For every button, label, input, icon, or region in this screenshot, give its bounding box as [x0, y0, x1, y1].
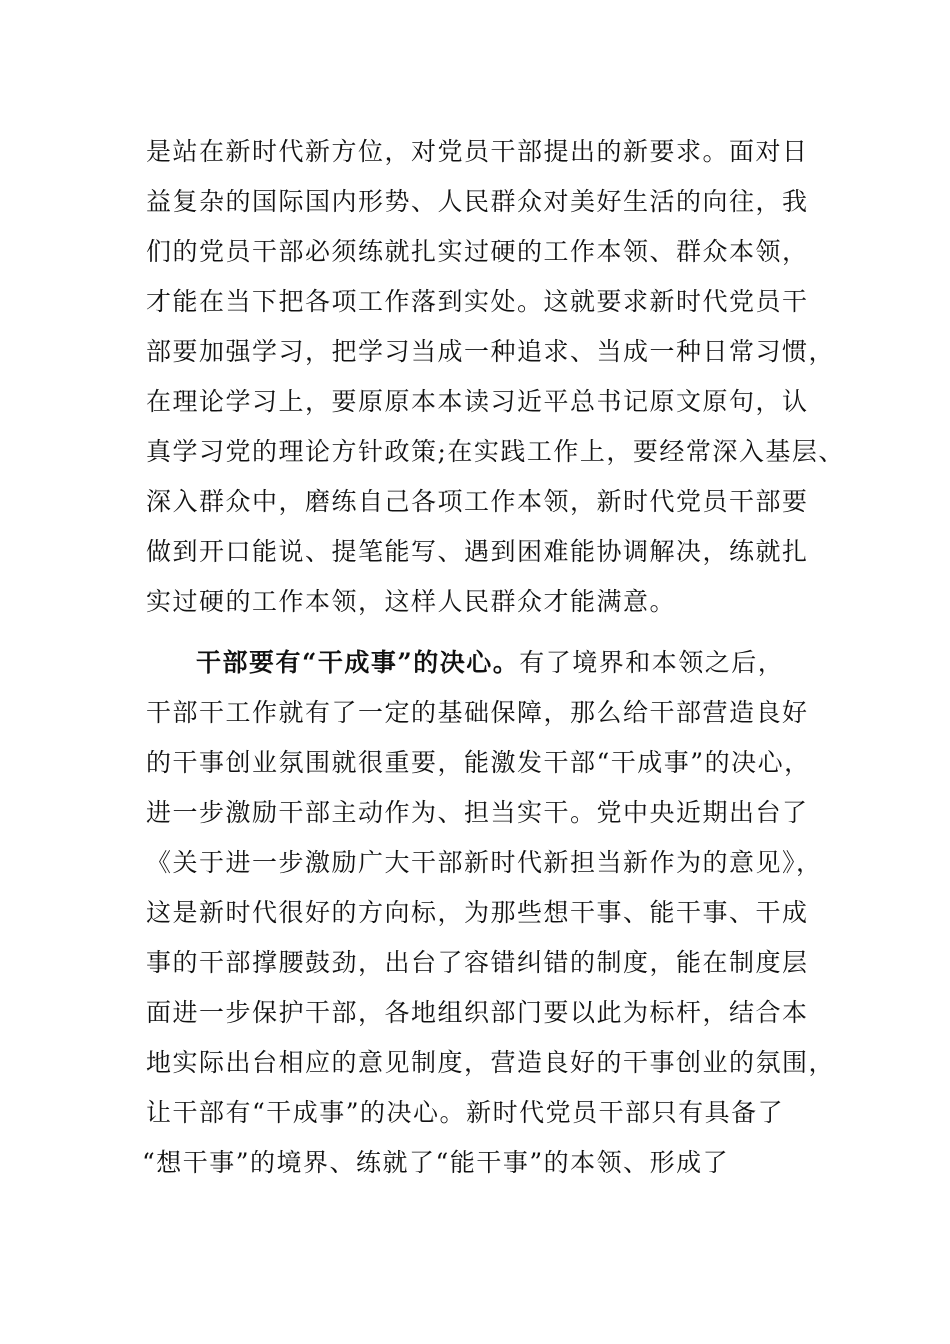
text-line: 深入群众中，磨练自己各项工作本领，新时代党员干部要 — [146, 487, 809, 516]
text-line: “想干事”的境界、练就了“能干事”的本领、形成了 — [142, 1148, 730, 1177]
text-line: 地实际出台相应的意见制度，营造良好的干事创业的氛围， — [146, 1048, 836, 1077]
text-line: 才能在当下把各项工作落到实处。这就要求新时代党员干 — [146, 287, 809, 316]
text-line: 做到开口能说、提笔能写、遇到困难能协调解决，练就扎 — [146, 537, 809, 566]
paragraph-lead-rest: 有了境界和本领之后， — [519, 648, 785, 677]
text-line: 是站在新时代新方位，对党员干部提出的新要求。面对日 — [146, 137, 809, 166]
text-line: 这是新时代很好的方向标，为那些想干事、能干事、干成 — [146, 898, 809, 927]
text-line: 们的党员干部必须练就扎实过硬的工作本领、群众本领， — [146, 237, 809, 266]
text-line: 让干部有“干成事”的决心。新时代党员干部只有具备了 — [146, 1098, 785, 1127]
paragraph-lead: 干部要有“干成事”的决心。 — [196, 648, 520, 677]
text-line: 在理论学习上，要原原本本读习近平总书记原文原句，认 — [146, 387, 809, 416]
text-line: 益复杂的国际国内形势、人民群众对美好生活的向往，我 — [146, 187, 809, 216]
text-line: 实过硬的工作本领，这样人民群众才能满意。 — [146, 587, 677, 616]
text-line: 《关于进一步激励广大干部新时代新担当新作为的意见》， — [146, 848, 823, 877]
text-line: 干部干工作就有了一定的基础保障，那么给干部营造良好 — [146, 698, 809, 727]
text-line: 事的干部撑腰鼓劲，出台了容错纠错的制度，能在制度层 — [146, 948, 809, 977]
text-line-first — [196, 648, 784, 678]
text-line: 真学习党的理论方针政策;在实践工作上，要经常深入基层、 — [146, 437, 845, 466]
text-line: 部要加强学习，把学习当成一种追求、当成一种日常习惯， — [146, 337, 836, 366]
text-line: 的干事创业氛围就很重要，能激发干部“干成事”的决心， — [146, 748, 811, 777]
text-line: 进一步激励干部主动作为、担当实干。党中央近期出台了 — [146, 798, 809, 827]
text-line: 面进一步保护干部，各地组织部门要以此为标杆，结合本 — [146, 998, 809, 1027]
